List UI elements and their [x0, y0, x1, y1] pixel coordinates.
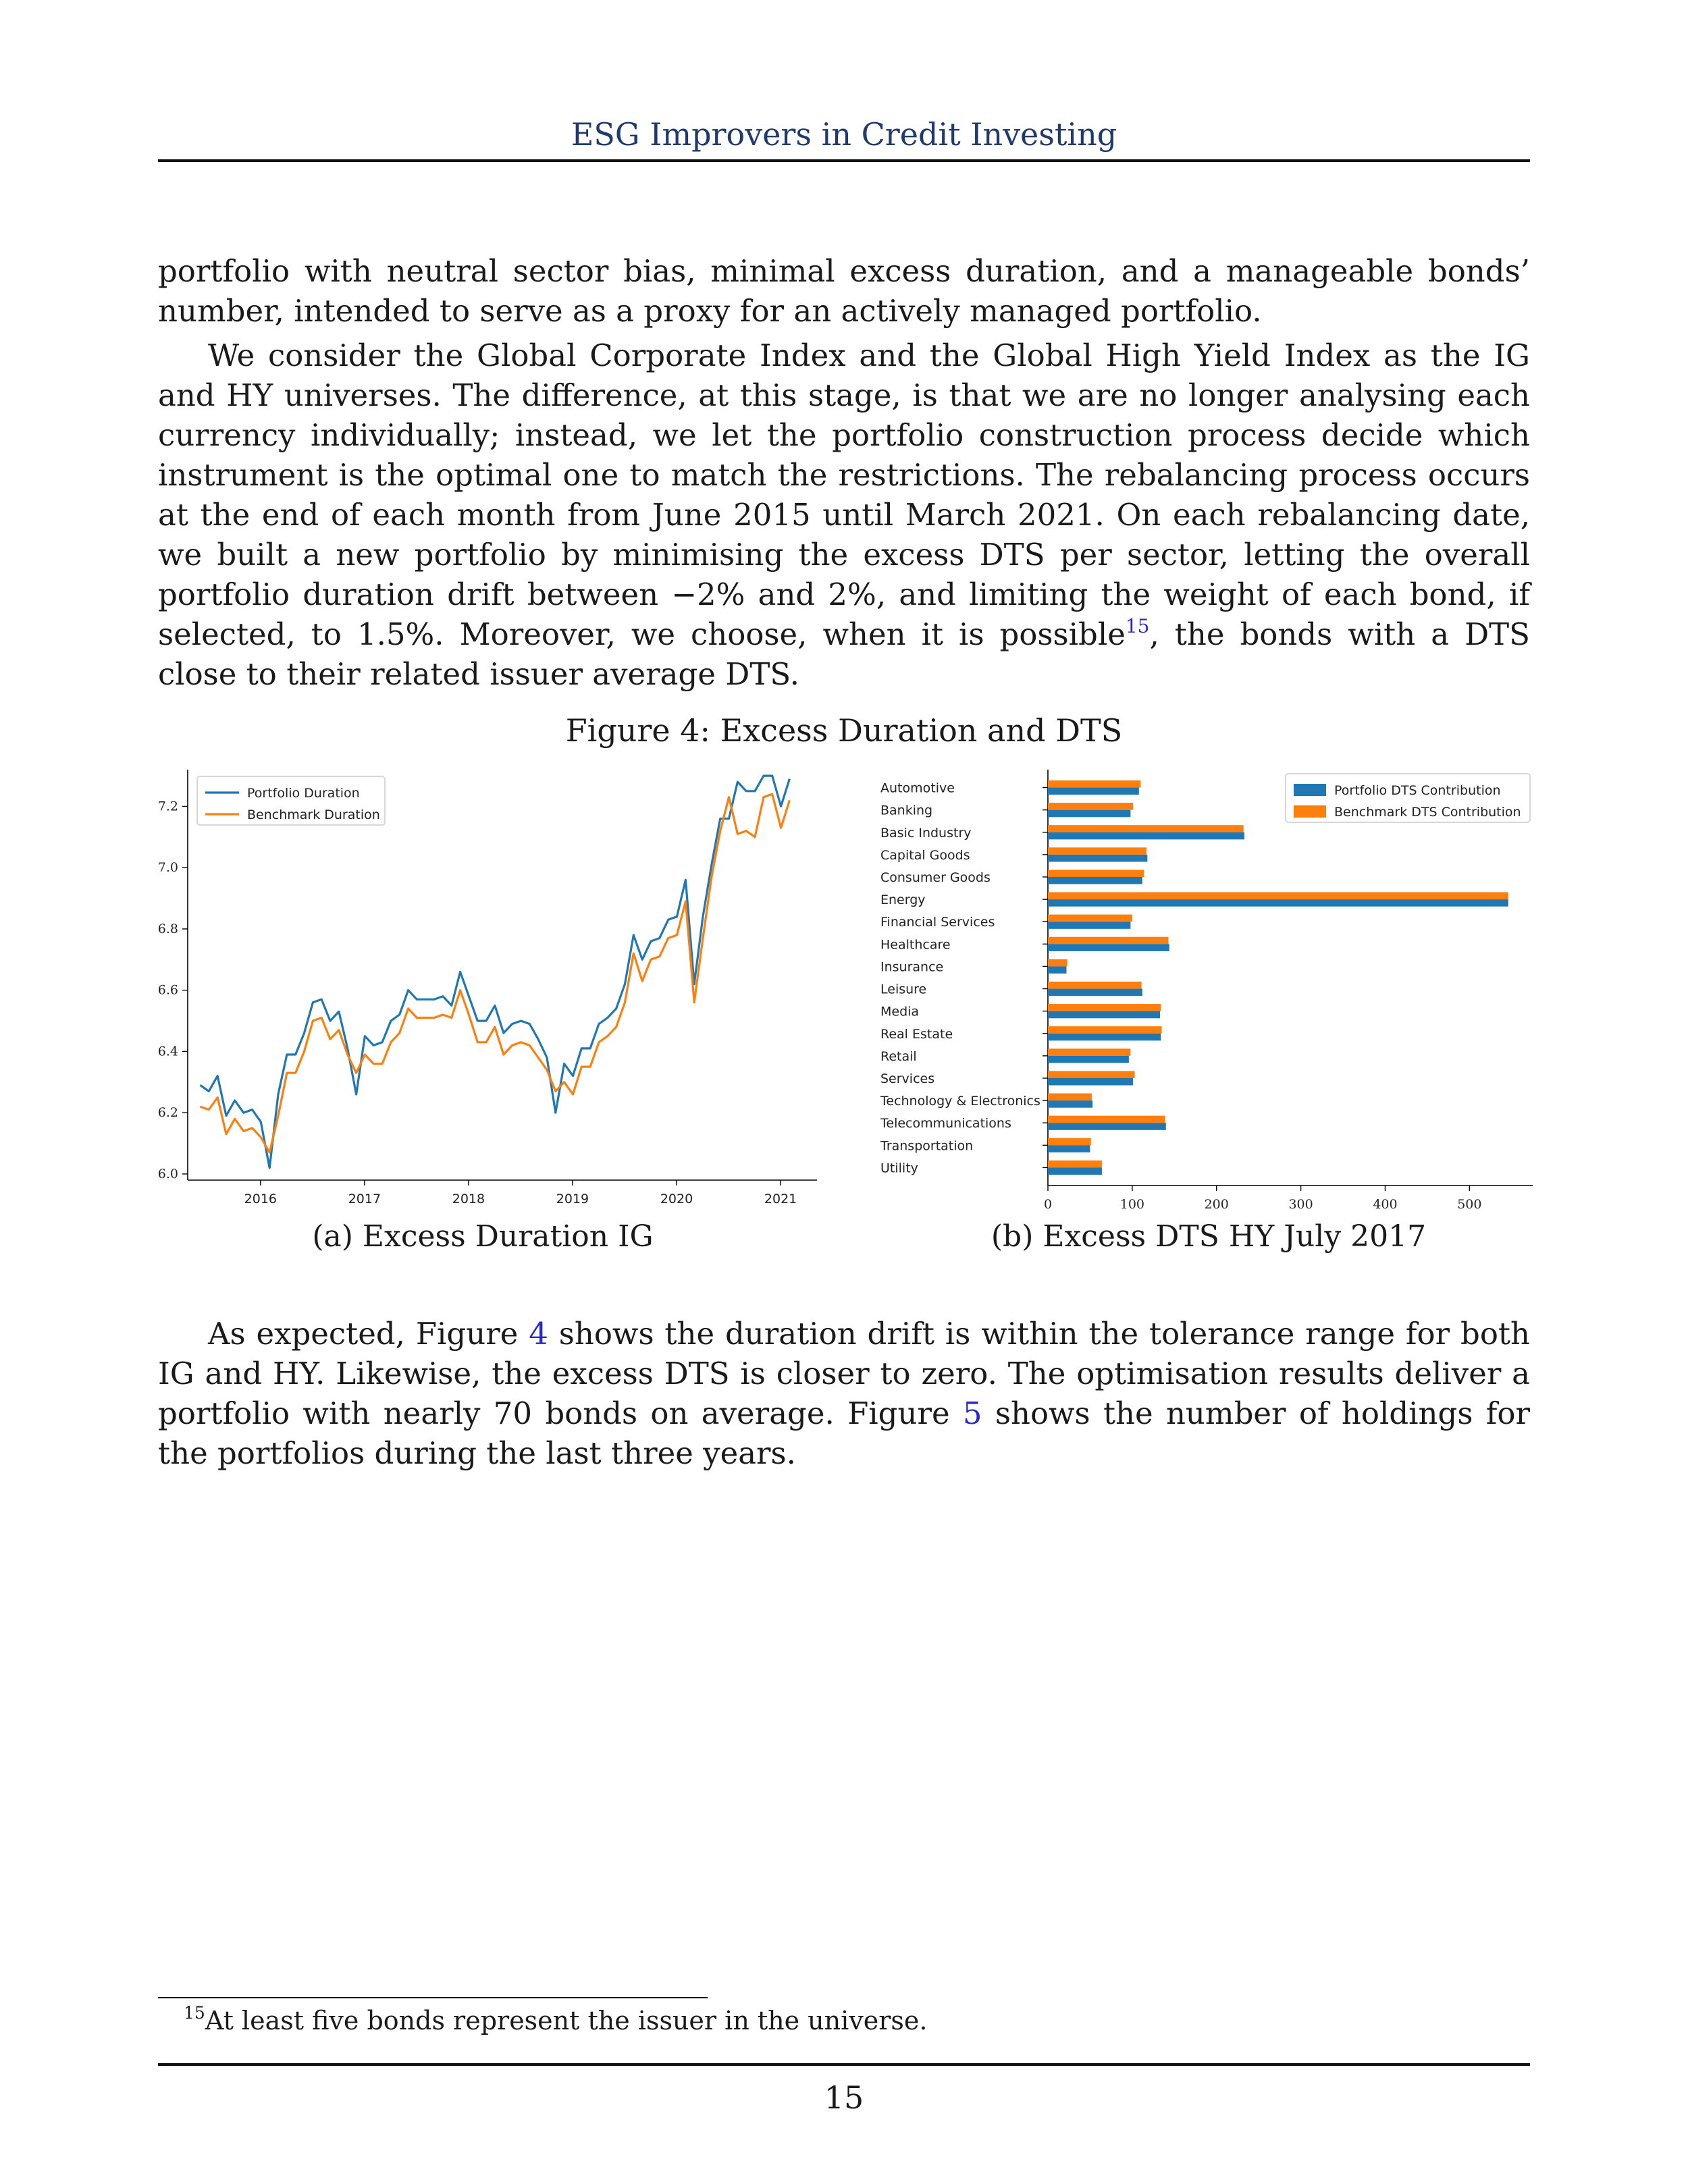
bar-benchmark [1048, 780, 1140, 788]
y-tick-label: 6.2 [157, 1105, 178, 1121]
category-label: Energy [880, 893, 926, 908]
bar-portfolio [1048, 1167, 1102, 1175]
bar-portfolio [1048, 877, 1142, 884]
y-tick-label: 6.6 [157, 982, 178, 998]
footnote-mark: 15 [184, 2003, 205, 2023]
bar-benchmark [1048, 959, 1067, 967]
header-rule [158, 159, 1530, 162]
paragraph-2-tail: , the bonds with a DTS close to their related issuer average DTS. [158, 616, 1530, 692]
bar-portfolio [1048, 1100, 1092, 1108]
footnote-link-15[interactable]: 15 [1125, 615, 1150, 637]
bar-benchmark [1048, 847, 1146, 855]
category-label: Consumer Goods [880, 870, 991, 885]
bar-benchmark [1048, 915, 1132, 922]
paragraph-3-part3: shows the number of holdings for the portfolios during the last three years. [158, 1395, 1530, 1471]
x-tick-label: 500 [1457, 1197, 1482, 1212]
excess-dts-chart-panel [871, 756, 1546, 1229]
y-tick-label: 7.2 [157, 799, 178, 814]
legend-label: Portfolio Duration [247, 786, 360, 801]
excess-dts-chart [871, 756, 1546, 1229]
bar-benchmark [1048, 1048, 1130, 1056]
bar-portfolio [1048, 922, 1130, 929]
bar-portfolio [1048, 1034, 1161, 1041]
category-label: Insurance [880, 959, 944, 975]
figure-link-4[interactable]: 4 [529, 1316, 548, 1352]
category-label: Banking [880, 803, 933, 818]
paragraph-3-part2: shows the duration drift is within the tolerance range for both IG and HY. Likewise, the excess DTS is closer to zero. The optimisation results deliver a portfolio with nearly 70 bonds on average. Figure [158, 1316, 1530, 1431]
x-tick-label: 0 [1043, 1197, 1053, 1212]
bar-portfolio [1048, 788, 1139, 795]
category-label: Automotive [880, 780, 955, 796]
bar-benchmark [1048, 1004, 1161, 1011]
x-tick-label: 200 [1204, 1197, 1229, 1212]
category-label: Healthcare [880, 937, 951, 953]
footnote-15 [184, 2004, 927, 2037]
bar-portfolio [1048, 832, 1244, 840]
x-tick-label: 300 [1288, 1197, 1313, 1212]
running-header: ESG Improvers in Credit Investing [571, 116, 1117, 153]
bar-benchmark [1048, 1138, 1091, 1146]
bar-portfolio [1048, 966, 1066, 974]
paragraph-3-part1: As expected, Figure [208, 1316, 529, 1352]
legend-label: Benchmark DTS Contribution [1334, 805, 1521, 820]
paragraph-2-body: We consider the Global Corporate Index and the Global High Yield Index as the IG and HY universes. The difference, at this stage, is that we are no longer analysing each currency individually; instead, we let the portfolio construction process decide which instrument is the optimal one to match the restrictions. The rebalancing process occurs at the end of each month from June 2015 until March 2021. On each rebalancing date, we built a new portfolio by minimising the excess DTS per sector, letting the overall portfolio duration drift between −2% and 2%, and limiting the weight of each bond, if selected, to 1.5%. Moreover, we choose, when it is possible [158, 338, 1530, 652]
x-tick-label: 2020 [660, 1192, 693, 1206]
category-label: Basic Industry [880, 825, 972, 841]
paragraph-3 [158, 1314, 1530, 1473]
footnote-text: At least five bonds represent the issuer in the universe. [205, 2006, 928, 2035]
bar-benchmark [1048, 825, 1244, 832]
x-tick-label: 400 [1373, 1197, 1398, 1212]
bar-portfolio [1048, 855, 1147, 862]
series-line-portfolio [201, 776, 790, 1168]
bar-portfolio [1048, 1056, 1129, 1063]
footnote-rule [158, 1997, 708, 1998]
bar-portfolio [1048, 1145, 1090, 1152]
bar-benchmark [1048, 1071, 1135, 1078]
category-label: Telecommunications [880, 1116, 1011, 1131]
category-label: Leisure [880, 982, 927, 997]
legend-label: Benchmark Duration [247, 807, 380, 822]
category-label: Retail [880, 1048, 917, 1064]
category-label: Transportation [880, 1138, 974, 1154]
bar-benchmark [1048, 982, 1142, 989]
x-tick-label: 100 [1119, 1197, 1145, 1212]
y-tick-label: 7.0 [157, 860, 178, 876]
category-label: Capital Goods [880, 847, 970, 863]
x-tick-label: 2019 [556, 1192, 589, 1206]
bar-portfolio [1048, 944, 1169, 951]
figure-link-5[interactable]: 5 [962, 1395, 982, 1431]
footer-rule [158, 2063, 1530, 2066]
page-number: 15 [824, 2079, 864, 2116]
bar-benchmark [1048, 870, 1144, 877]
y-tick-label: 6.4 [157, 1044, 178, 1059]
paragraph-1-text: portfolio with neutral sector bias, minimal excess duration, and a manageable bonds’ number, intended to serve as a proxy for an actively managed portfolio. [158, 253, 1530, 329]
x-tick-label: 2018 [452, 1192, 485, 1206]
bar-benchmark [1048, 803, 1133, 810]
subcaption-a: (a) Excess Duration IG [312, 1219, 654, 1254]
bar-portfolio [1048, 1078, 1133, 1086]
paragraph-2 [158, 336, 1530, 694]
series-line-benchmark [201, 794, 790, 1152]
excess-duration-chart [142, 756, 824, 1229]
figure-title: Figure 4: Excess Duration and DTS [565, 712, 1123, 749]
y-tick-label: 6.8 [157, 921, 178, 936]
legend-swatch [1294, 784, 1326, 796]
x-tick-label: 2016 [244, 1192, 278, 1206]
bar-portfolio [1048, 810, 1130, 818]
bar-benchmark [1048, 1161, 1102, 1168]
bar-benchmark [1048, 937, 1169, 944]
legend-label: Portfolio DTS Contribution [1334, 783, 1501, 798]
subcaption-b: (b) Excess DTS HY July 2017 [991, 1219, 1427, 1254]
bar-portfolio [1048, 1011, 1160, 1019]
category-label: Services [880, 1071, 935, 1086]
bar-portfolio [1048, 989, 1142, 996]
paragraph-1 [158, 251, 1530, 331]
bar-benchmark [1048, 1094, 1092, 1101]
category-label: Technology & Electronics [880, 1094, 1040, 1109]
x-tick-label: 2017 [348, 1192, 381, 1206]
paragraph-2-text [158, 336, 1530, 694]
bar-benchmark [1048, 893, 1508, 900]
category-label: Real Estate [880, 1026, 953, 1042]
category-label: Utility [880, 1161, 918, 1176]
excess-duration-chart-panel [142, 756, 824, 1229]
bar-portfolio [1048, 899, 1508, 907]
category-label: Media [880, 1004, 920, 1019]
bar-benchmark [1048, 1116, 1165, 1123]
x-tick-label: 2021 [764, 1192, 797, 1206]
bar-benchmark [1048, 1026, 1162, 1034]
category-label: Financial Services [880, 915, 995, 930]
paragraph-3-text [158, 1314, 1530, 1473]
legend-swatch [1294, 805, 1326, 818]
bar-portfolio [1048, 1123, 1166, 1130]
y-tick-label: 6.0 [157, 1166, 178, 1181]
